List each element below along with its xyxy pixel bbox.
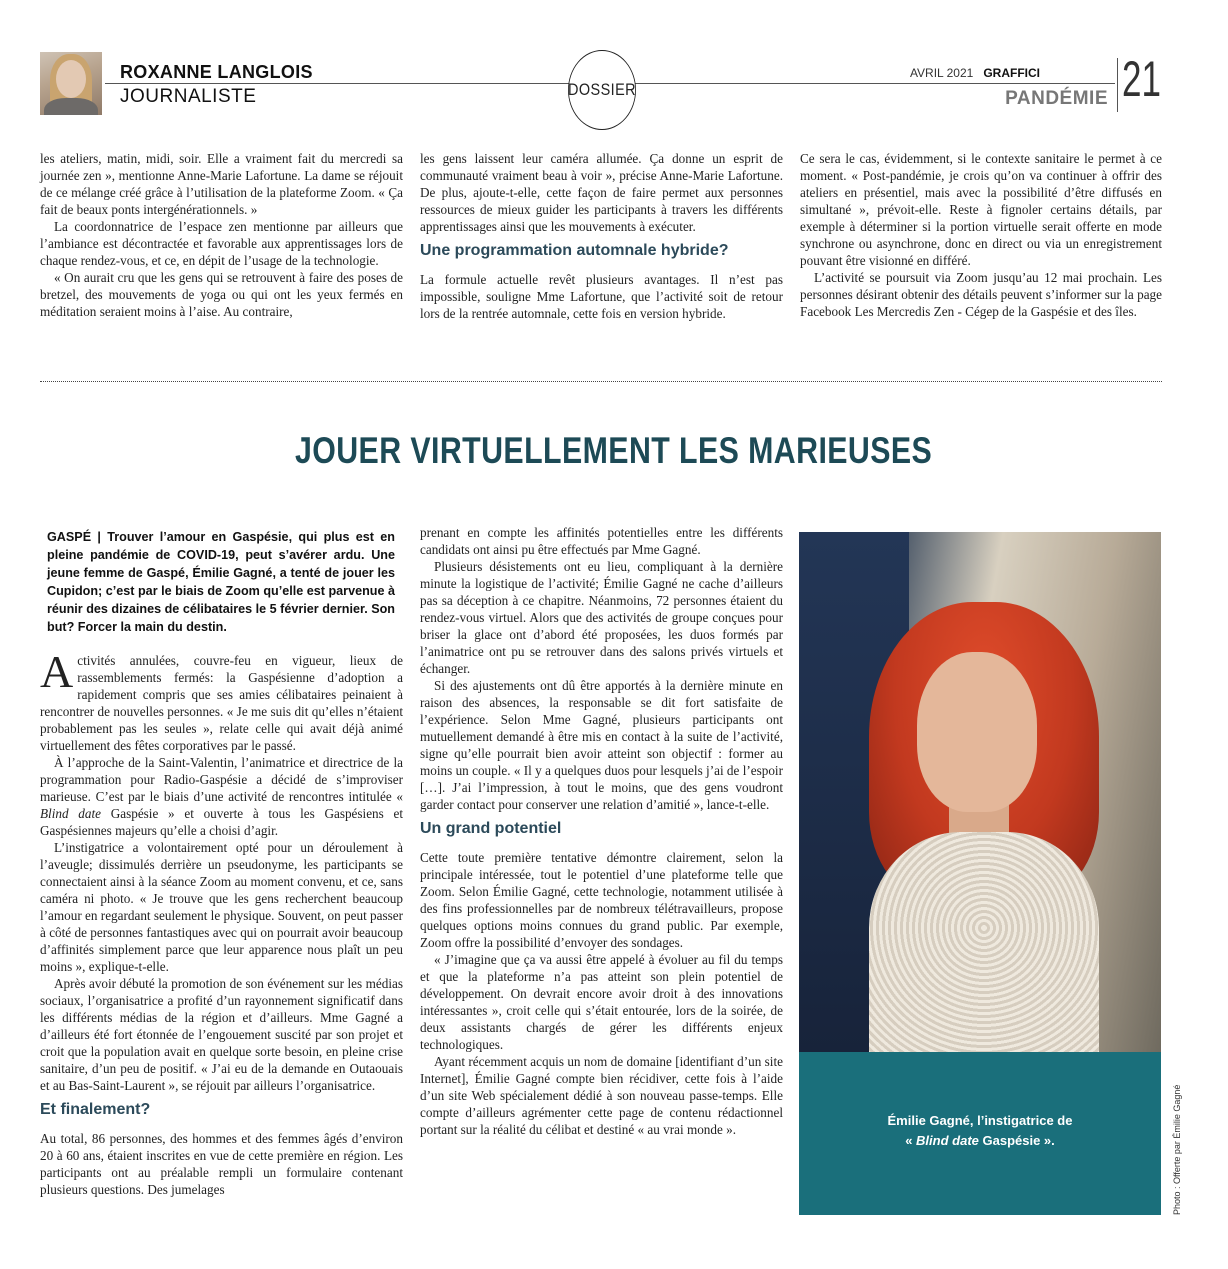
paragraph: Après avoir débuté la promotion de son événement sur les médias sociaux, l’organisatrice a profité d’un rayonnement significatif dans les différents médias de la région et d’ailleurs. Mme Gagné a d’ailleurs été fort étonnée de l’engouement suscité par son projet et croit que la population avait en quelque sorte besoin, en pleine crise sanitaire, d’un peu de positif. « J’ai eu de la demande en Outaouais et au Bas-Saint-Laurent », se réjouit par ailleurs l’organisatrice. bbox=[40, 976, 403, 1093]
top-article-col1 bbox=[40, 150, 403, 320]
author-role: JOURNALISTE bbox=[120, 86, 257, 107]
paragraph: Si des ajustements ont dû être apportés à la dernière minute en raison des absences, la responsable se dit fort satisfaite de l’expérience. Selon Mme Gagné, plusieurs participants ont mutuellement demandé à être mis en contact à la suite de l’activité, signe qu’elle pourrait bien avoir atteint son objectif : former au moins un couple. « Il y a quelques duos pour lesquels j’ai de l’espoir […]. J’ai l’impression, à tout le moins, que des gens voudront garder contact pour conserver une relation d’amitié », lance-t-elle. bbox=[420, 678, 783, 812]
paragraph: « On aurait cru que les gens qui se retrouvent à faire des poses de bretzel, des mouvements de yoga ou qui ont les yeux fermés en méditation seraient moins à l’aise. Au contraire, bbox=[40, 270, 403, 319]
paragraph: Activités annulées, couvre-feu en vigueur, lieux de rassemblements fermés: la Gaspésienne d’adoption a rapidement compris que ses amies célibataires peinaient à rencontrer de nouvelles personnes. « Je me suis dit qu’elles n’étaient probablement pas les seules », relate celle qui avait déjà animé virtuellement des fêtes corporatives par le passé. bbox=[40, 646, 403, 753]
photo-caption: Émilie Gagné, l’instigatrice de « Blind date Gaspésie ». bbox=[799, 1052, 1161, 1215]
article-lead: GASPÉ | Trouver l’amour en Gaspésie, qui plus est en pleine pandémie de COVID-19, peut s’avérer ardu. Une jeune femme de Gaspé, Émilie Gagné, a tenté de jouer les Cupidon; c’est par le biais de Zoom qu’elle est parvenue à réunir des dizaines de célibataires le 5 février dernier. Son but? Forcer la main du destin. bbox=[47, 530, 395, 634]
paragraph: « J’imagine que ça va aussi être appelé à évoluer au fil du temps et que la plateforme n’a pas atteint son plein potentiel de développement. On devrait encore avoir droit à des innovations intéressantes », croit celle qui s’était entourée, lors de la soirée, de deux assistants chargés de gérer les différents enjeux technologiques. bbox=[420, 952, 783, 1052]
main-article-col2 bbox=[420, 524, 783, 1138]
brand-name: GRAFFICI bbox=[983, 66, 1040, 80]
top-article-col2 bbox=[420, 150, 783, 322]
section-badge: DOSSIER bbox=[568, 50, 636, 130]
main-article-col1 bbox=[40, 646, 404, 1198]
paragraph: prenant en compte les affinités potentielles entre les différents candidats ont ainsi pu être effectués par Mme Gagné. bbox=[420, 525, 783, 557]
author-name: ROXANNE LANGLOIS bbox=[120, 62, 313, 82]
section-name: PANDÉMIE bbox=[1005, 88, 1108, 109]
portrait-photo bbox=[799, 532, 1161, 1052]
subheading: Et finalement? bbox=[40, 1101, 151, 1118]
paragraph: Ayant récemment acquis un nom de domaine [identifiant d’un site Internet], Émilie Gagné compte bien récidiver, cette fois à l’aide d’un site Web spécialement dédié à son nouveau passe-temps. Elle compte d’ailleurs agrémenter cette page de contenu rédactionnel portant sur la réalité du célibat et destiné « au vrai monde ». bbox=[420, 1054, 783, 1137]
paragraph: La coordonnatrice de l’espace zen mentionne par ailleurs que l’ambiance est décontractée et favorable aux apprentissages lors de chaque rendez-vous, et ce, en dépit de l’usage de la technologie. bbox=[40, 219, 403, 268]
paragraph: Plusieurs désistements ont eu lieu, compliquant à la dernière minute la logistique de l’activité; Émilie Gagné ne cache d’ailleurs pas sa déception à ce chapitre. Néanmoins, 72 personnes étaient du rendez-vous virtuel. Alors que des activités de groupe conçues pour briser la glace ont d’abord été proposées, les duos formés par l’animatrice ont pu se retrouver dans des salons privés virtuels et échanger. bbox=[420, 559, 783, 676]
author-photo bbox=[40, 52, 102, 115]
issue-date: AVRIL 2021 GRAFFICI bbox=[909, 66, 1040, 80]
photo-credit: Photo : Offerte par Émilie Gagné bbox=[1172, 1084, 1182, 1215]
header-divider bbox=[1117, 58, 1118, 112]
top-article-col3 bbox=[800, 150, 1162, 320]
subheading: Un grand potentiel bbox=[420, 820, 562, 837]
subheading: Une programmation automnale hybride? bbox=[420, 242, 729, 259]
article-headline: JOUER VIRTUELLEMENT LES MARIEUSES bbox=[295, 430, 933, 471]
page-number: 21 bbox=[1122, 51, 1161, 107]
paragraph: les gens laissent leur caméra allumée. Ça donne un esprit de communauté vraiment beau à voir », précise Anne-Marie Lafortune. De plus, ajoute-t-elle, cette façon de faire permet aux personnes ressources de mieux guider les participants à travers les différents apprentissages ainsi que les mouvements à exécuter. bbox=[420, 151, 783, 234]
drop-cap: A bbox=[40, 646, 74, 697]
paragraph: L’instigatrice a volontairement opté pour un déroulement à l’aveugle; dissimulés derrière un pseudonyme, les participants se connectaient ainsi à la séance Zoom au moment convenu, et ce, sans caméra ni photo. « Je trouve que les gens recherchent beaucoup l’amour en regardant seulement le physique. Souvent, on peut passer à côté de personnes fantastiques avec qui on pourrait avoir beaucoup d’affinités simplement parce que leur apparence nous plaît un peu moins », explique-t-elle. bbox=[40, 840, 403, 974]
section-divider bbox=[40, 381, 1162, 382]
paragraph: Au total, 86 personnes, des hommes et des femmes âgés d’environ 20 à 60 ans, étaient inscrites en vue de cette première en région. Les participants ont au préalable rempli un formulaire contenant plusieurs questions. Des jumelages bbox=[40, 1131, 403, 1197]
paragraph: les ateliers, matin, midi, soir. Elle a vraiment fait du mercredi sa journée zen », mentionne Anne-Marie Lafortune. La dame se réjouit de ce mélange créé grâce à l’utilisation de la plateforme Zoom. « Ça fait de beaux ponts intergénérationnels. » bbox=[40, 151, 403, 217]
paragraph: À l’approche de la Saint-Valentin, l’animatrice et directrice de la programmation pour Radio-Gaspésie a décidé de s’improviser marieuse. C’est par le biais d’une activité de rencontres intitulée « Blind date Gaspésie » et ouverte à tous les Gaspésiens et Gaspésiennes majeurs qu’elle a choisi d’agir. bbox=[40, 755, 404, 838]
paragraph: Ce sera le cas, évidemment, si le contexte sanitaire le permet à ce moment. « Post-pandémie, je crois qu’on va continuer à offrir des ateliers en présentiel, mais avec la possibilité d’être diffusés en simultané », prévoit-elle. Reste à fignoler certains détails, par exemple à déterminer si la portion virtuelle serait offerte en mode synchrone ou asynchrone, donc en direct ou via un enregistrement pouvant être visionné en différé. bbox=[800, 151, 1162, 268]
paragraph: La formule actuelle revêt plusieurs avantages. Il n’est pas impossible, souligne Mme Lafortune, que l’activité soit de retour lors de la rentrée automnale, cette fois en version hybride. bbox=[420, 272, 783, 321]
paragraph: Cette toute première tentative démontre clairement, selon la principale intéressée, tout le potentiel d’une plateforme telle que Zoom. Selon Émilie Gagné, cette technologie, notamment utilisée à des fins professionnelles par de nombreux télétravailleurs, propose quelques options moins connues du grand public. Par exemple, Zoom offre la possibilité d’envoyer des sondages. bbox=[420, 850, 783, 950]
paragraph: L’activité se poursuit via Zoom jusqu’au 12 mai prochain. Les personnes désirant obtenir des détails peuvent s’informer sur la page Facebook Les Mercredis Zen - Cégep de la Gaspésie et des îles. bbox=[800, 270, 1162, 319]
